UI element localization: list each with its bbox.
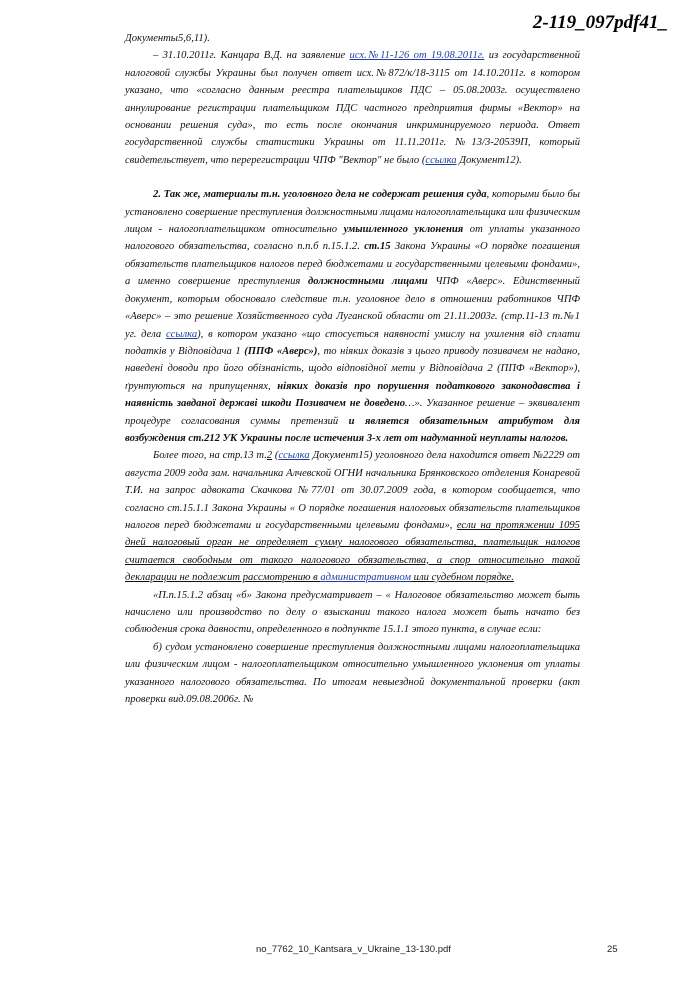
p2-text-2: от уплаты указанного налогового обязательства, согласно п.п.б п.15.1.2. <box>125 224 580 253</box>
paragraph-5: б) судом установлено совершение преступления должностными лицами налогоплательщика или физическим лицом - налогоплательщиком относительно умышленного уклонения от уплаты указанного налогового обязательства. По итогам невыездной документальной проверки (акт проверки вид.09.08.2006г. № <box>125 641 580 706</box>
p3-underline-1: 2 <box>266 450 273 462</box>
p2-text-1: , которыми было бы установлено совершение преступления должностными лицами налогоплательщика или физическим лицом - налогоплательщиком относительно <box>125 189 580 236</box>
document12-link[interactable]: ссылка <box>425 154 457 166</box>
p3-text-1: Более того, на стр.13 т. <box>153 450 267 462</box>
p2-bold-2: умышленного уклонения <box>343 224 464 236</box>
p2-text-3: Закона Украины «О порядке погашения обязательств плательщиков налогов перед бюджетами и государственными целевыми фондами», а именно совершение преступления <box>125 241 580 288</box>
p1-text-3: Документ12). <box>456 154 522 166</box>
footer-filename: no_7762_10_Kantsara_v_Ukraine_13-130.pdf <box>256 944 451 955</box>
document15-link[interactable]: ссылка <box>278 450 310 462</box>
p2-bold-6: ніяких доказів про порушення податкового законодавства і наявність завданої державі шкоди Позивачем не доведено <box>125 380 580 410</box>
p2-bold-4: должностными лицами <box>307 276 428 288</box>
paragraph-2 <box>125 186 580 447</box>
case-file-link[interactable]: ссылка <box>165 328 198 340</box>
p3-underline-3: или судебном порядке. <box>411 572 514 584</box>
p3-text-3: Документ15) уголовного дела находится ответ №2229 от августа 2009 года зам. начальника Алчевской ОГНИ начальника Брянковского отделения Конаревой Т.И. на запрос адвоката Скачкова №77/01 от 30.07.2009 года, в котором сообщается, что согласно ст.15.1.1 Закона Украины « О порядке погашения налоговых обязательств плательщиков налогов перед бюджетами и государственными целевыми фондами», <box>125 450 580 531</box>
p2-bold-3: ст.15 <box>364 241 391 253</box>
p2-text-6: , то ніяких доказів з цього приводу позивачем не надано, наведені доводи про його обізнаність, щодо відповідної мети у Відповідача 2 (ППФ «Вектор»), ґрунтуються на припущеннях, <box>125 345 580 392</box>
page-content <box>125 30 580 708</box>
paragraph-3 <box>125 447 580 586</box>
p2-bold-1: 2. Так же, материалы т.н. уголовного дела не содержат решения суда <box>153 189 487 201</box>
page-number: 25 <box>607 944 618 955</box>
p1-text-2: из государственной налоговой службы Украины был получен ответ исх.№872/к/18-3115 от 14.10.2011г. в котором указано, что «согласно данным реестра плательщиков ПДС – 05.08.2003г. осуществлено аннулирование регистрации плательщиком ПДС частного предприятия фирмы «Вектор» на основании решения суда», то есть после окончания инкриминируемого периода. Ответ государственной службы статистики Украины от 11.11.2011г. №13/3-20539П, который свидетельствует, что перерегистрации ЧПФ "Вектор" не было ( <box>125 50 580 166</box>
p2-bold-7: и является обязательным атрибутом для возбуждения ст.212 УК Украины после истечения 3-х лет от надуманной неуплаты налогов. <box>125 415 580 444</box>
paragraph-gap <box>125 169 580 186</box>
p2-text-4: ЧПФ «Аверс». Единственный документ, которым обосновало следствие т.н. уголовное дело в отношении работников ЧПФ «Аверс» – это решение Хозяйственного суда Луганской области от 21.11.2003г. (стр.11-13 т.№1 уг. дела <box>125 276 580 340</box>
p2-text-7: …». Указанное решение – эквивалент процедуре согласования суммы претензий <box>125 398 580 427</box>
paragraph-0: Документы5,6,11). <box>125 33 210 44</box>
document-id: 2-119_097pdf41_ <box>532 12 668 33</box>
p2-bold-5: (ППФ «Аверс») <box>244 345 318 357</box>
request-link[interactable]: исх.№11-126 от 19.08.2011г. <box>349 50 485 62</box>
paragraph-4: «П.п.15.1.2 абзац «б» Закона предусматривает – « Налоговое обязательство может быть начислено или производство по делу о взыскании такого налога может быть начато без соблюдения срока давности, определенного в подпункте 15.1.1 этого пункта, в случае если: <box>125 589 580 636</box>
p1-text-1: – 31.10.2011г. Канцара В.Д. на заявление <box>153 50 350 62</box>
p2-text-5: ), в котором указано «що стосується наявності умислу на ухилення від сплати податків у Відповідача 1 <box>125 328 580 357</box>
p3-underline-2: если на протяжении 1095 дней налоговый орган не определяет сумму налогового обязательства, плательщик налогов считается свободным от такого налогового обязательства, а спор относительно такой декларации не подлежит рассмотрению в <box>125 519 580 584</box>
p3-text-2: ( <box>272 450 279 462</box>
paragraph-1 <box>125 47 580 169</box>
administrative-link[interactable]: административном <box>320 572 412 584</box>
